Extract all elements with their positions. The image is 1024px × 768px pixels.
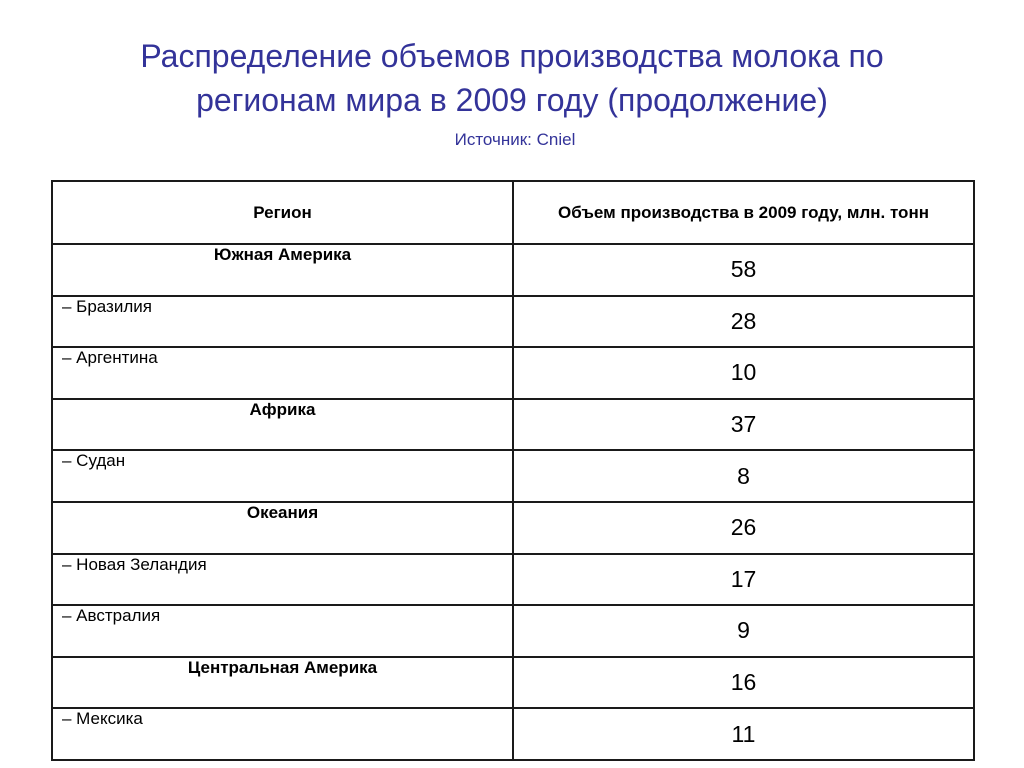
header-region: Регион: [52, 181, 513, 244]
region-country-cell: – Судан: [52, 450, 513, 502]
volume-cell: 16: [513, 657, 974, 709]
volume-cell: 10: [513, 347, 974, 399]
table-row: [52, 296, 974, 348]
region-group-cell: Океания: [52, 502, 513, 554]
volume-cell: 37: [513, 399, 974, 451]
volume-cell: 11: [513, 708, 974, 760]
header-volume: Объем производства в 2009 году, млн. тонн: [513, 181, 974, 244]
region-country-cell: – Бразилия: [52, 296, 513, 348]
region-country-cell: – Мексика: [52, 708, 513, 760]
slide-title-line-2: регионам мира в 2009 году (продолжение): [196, 82, 828, 118]
milk-production-table: [51, 180, 975, 761]
region-group-cell: Центральная Америка: [52, 657, 513, 709]
region-country-cell: – Новая Зеландия: [52, 554, 513, 606]
table-row: [52, 502, 974, 554]
volume-cell: 58: [513, 244, 974, 296]
table-row: [52, 347, 974, 399]
volume-cell: 9: [513, 605, 974, 657]
slide-title: [0, 34, 1024, 122]
volume-cell: 28: [513, 296, 974, 348]
volume-cell: 8: [513, 450, 974, 502]
table-row: [52, 244, 974, 296]
table-row: [52, 605, 974, 657]
table-body: [52, 244, 974, 760]
region-group-cell: Южная Америка: [52, 244, 513, 296]
table-row: [52, 450, 974, 502]
region-group-cell: Африка: [52, 399, 513, 451]
table-header-row: [52, 181, 974, 244]
table-row: [52, 708, 974, 760]
table-row: [52, 554, 974, 606]
slide-title-line-1: Распределение объемов производства молока по: [140, 38, 884, 74]
region-country-cell: – Австралия: [52, 605, 513, 657]
source-note: Источник: Cniel: [454, 130, 576, 149]
table-row: [52, 399, 974, 451]
volume-cell: 17: [513, 554, 974, 606]
region-country-cell: – Аргентина: [52, 347, 513, 399]
volume-cell: 26: [513, 502, 974, 554]
table-row: [52, 657, 974, 709]
